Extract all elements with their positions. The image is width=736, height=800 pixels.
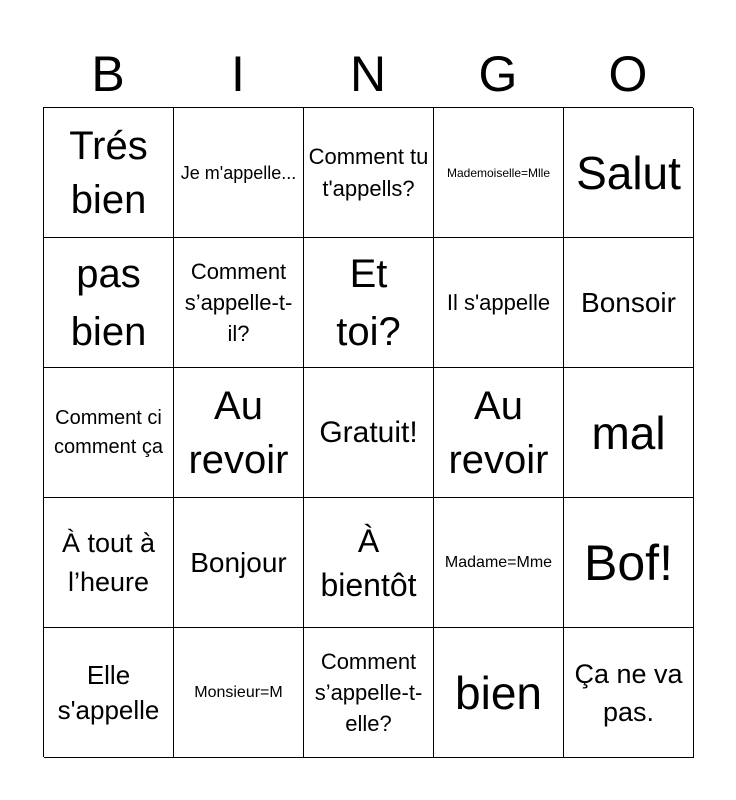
cell-text: Bof! (584, 534, 673, 591)
cell-text: Salut (576, 146, 681, 199)
bingo-cell[interactable] (564, 238, 694, 368)
cell-text: Gratuit! (319, 415, 418, 449)
bingo-cell[interactable] (564, 368, 694, 498)
bingo-cell[interactable] (44, 368, 174, 498)
cell-text: bien (455, 666, 542, 719)
header-letter-i: I (231, 46, 245, 102)
bingo-cell[interactable] (44, 498, 174, 628)
bingo-cell[interactable] (304, 238, 434, 368)
cell-text: pas bien (70, 251, 147, 354)
bingo-cell[interactable] (174, 108, 304, 238)
bingo-cell[interactable] (304, 368, 434, 498)
cell-text: À tout à l’heure (61, 527, 156, 597)
bingo-cell[interactable] (174, 498, 304, 628)
cell-text: Mademoiselle=Mlle (446, 165, 551, 180)
cell-text: Et toi? (336, 251, 401, 354)
cell-text: Comment s’appelle-t-il? (184, 259, 293, 346)
cell-text: Bonsoir (581, 286, 676, 318)
cell-text: Trés bien (69, 123, 148, 222)
cell-text: mal (591, 406, 666, 459)
bingo-cell[interactable] (434, 108, 564, 238)
bingo-cell[interactable] (434, 368, 564, 498)
cell-text: Je m'appelle... (180, 162, 297, 183)
cell-text: Elle s'appelle (57, 659, 160, 725)
bingo-cell[interactable] (564, 498, 694, 628)
bingo-cell[interactable] (564, 108, 694, 238)
bingo-cell[interactable] (174, 628, 304, 758)
cell-text: Comment ci comment ça (54, 406, 163, 458)
header-letter-o: O (608, 46, 648, 102)
cell-text: Comment s’appelle-t-elle? (314, 649, 423, 736)
bingo-cell[interactable] (304, 628, 434, 758)
cell-text: Madame=Mme (444, 553, 553, 571)
cell-text: Au revoir (448, 383, 549, 482)
bingo-header (43, 40, 693, 108)
bingo-cell[interactable] (434, 238, 564, 368)
cell-text: Ça ne va pas. (574, 658, 683, 727)
bingo-cell[interactable] (564, 628, 694, 758)
bingo-cell[interactable] (174, 368, 304, 498)
bingo-cell[interactable] (44, 238, 174, 368)
cell-text: Comment tu t'appells? (308, 143, 429, 201)
header-letter-b: B (91, 46, 125, 102)
header-letter-g: G (478, 46, 518, 102)
bingo-cell[interactable] (44, 628, 174, 758)
bingo-cell[interactable] (434, 498, 564, 628)
bingo-cell[interactable] (174, 238, 304, 368)
bingo-cell[interactable] (434, 628, 564, 758)
bingo-cell[interactable] (304, 498, 434, 628)
cell-text: Monsieur=M (194, 683, 283, 701)
bingo-board (43, 107, 693, 757)
bingo-cell[interactable] (304, 108, 434, 238)
cell-text: Bonjour (190, 546, 287, 578)
bingo-cell[interactable] (44, 108, 174, 238)
header-letter-n: N (349, 46, 387, 102)
cell-text: Il s'appelle (446, 289, 551, 315)
cell-text: Au revoir (188, 383, 289, 482)
cell-text: À bientôt (320, 522, 417, 603)
